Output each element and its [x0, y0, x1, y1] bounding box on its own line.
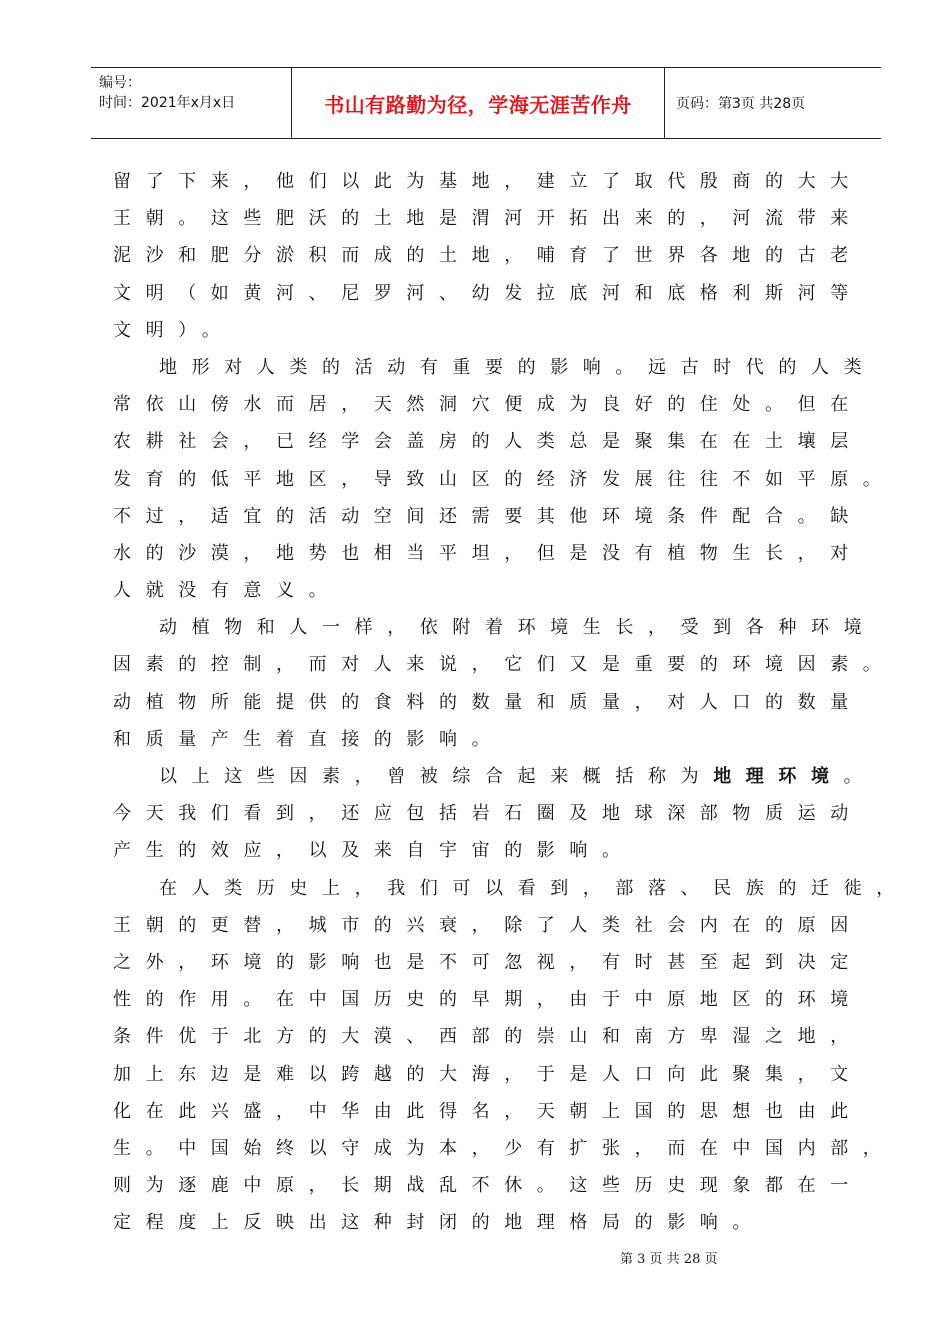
text-line: 文明）。: [113, 319, 235, 341]
motto: 书山有路勤为径，学海无涯苦作舟: [324, 92, 632, 117]
text-line: 则为逐鹿中原，长期战乱不休。这些历史现象都在一: [113, 1175, 863, 1197]
text-line: 动植物和人一样，依附着环境生长，受到各种环境: [159, 617, 877, 639]
text-line: 常依山傍水而居，天然洞穴便成为良好的住处。但在: [113, 394, 863, 416]
text-line: 性的作用。在中国历史的早期，由于中原地区的环境: [113, 989, 863, 1011]
header-left-cell: [91, 68, 292, 138]
text-line: 留了下来，他们以此为基地，建立了取代殷商的大大: [113, 171, 863, 192]
text-line: 在人类历史上，我们可以看到，部落、民族的迁徙，: [159, 877, 909, 899]
text-line: 化在此兴盛，中华由此得名，天朝上国的思想也由此: [113, 1100, 863, 1122]
text-line: 人就没有意义。: [113, 580, 342, 602]
text-line: 定程度上反映出这种封闭的地理格局的影响。: [113, 1212, 765, 1234]
text-line: 因素的控制，而对人来说，它们又是重要的环境因素。: [113, 654, 896, 676]
text-line: 生。中国始终以守成为本，少有扩张，而在中国内部，: [113, 1137, 896, 1159]
header-motto-cell: [292, 68, 665, 138]
text-line: 产生的效应，以及来自宇宙的影响。: [113, 840, 635, 862]
text-span: 。: [843, 766, 877, 787]
text-line: 条件优于北方的大漠、西部的崇山和南方卑湿之地，: [113, 1026, 863, 1048]
text-line: 和质量产生着直接的影响。: [113, 728, 505, 750]
page-footer: 第 3 页 共 28 页: [620, 1252, 718, 1267]
page-info: 页码：第3页 共28页: [676, 96, 806, 112]
text-line: 地形对人类的活动有重要的影响。远古时代的人类: [159, 356, 877, 378]
text-line: 农耕社会，已经学会盖房的人类总是聚集在在土壤层: [113, 431, 863, 453]
text-line: [113, 758, 877, 795]
page-header: [91, 67, 881, 139]
text-line: 动植物所能提供的食料的数量和质量，对人口的数量: [113, 691, 863, 713]
text-line: 之外，环境的影响也是不可忽视，有时甚至起到决定: [113, 951, 863, 973]
text-span: 以上这些因素，曾被综合起来概括称为: [159, 766, 714, 787]
key-term: 地理环境: [713, 766, 844, 787]
text-line: 发育的低平地区，导致山区的经济发展往往不如平原。: [113, 468, 896, 490]
text-line: 水的沙漠，地势也相当平坦，但是没有植物生长，对: [113, 542, 863, 564]
header-right-cell: [666, 68, 881, 138]
text-line: 王朝的更替，城市的兴衰，除了人类社会内在的原因: [113, 914, 863, 936]
document-body: [113, 163, 909, 1241]
text-line: 泥沙和肥分淤积而成的土地，哺育了世界各地的古老: [113, 245, 863, 267]
text-line: 加上东边是难以跨越的大海，于是人口向此聚集，文: [113, 1063, 863, 1085]
text-line: 今天我们看到，还应包括岩石圈及地球深部物质运动: [113, 803, 863, 825]
number-label: 编号：: [99, 75, 141, 91]
text-line: 不过，适宜的活动空间还需要其他环境条件配合。缺: [113, 505, 863, 527]
text-line: 文明（如黄河、尼罗河、幼发拉底河和底格利斯河等: [113, 282, 863, 304]
time-label: 时间：2021年x月x日: [99, 95, 236, 111]
text-line: 王朝。这些肥沃的土地是渭河开拓出来的，河流带来: [113, 208, 863, 230]
